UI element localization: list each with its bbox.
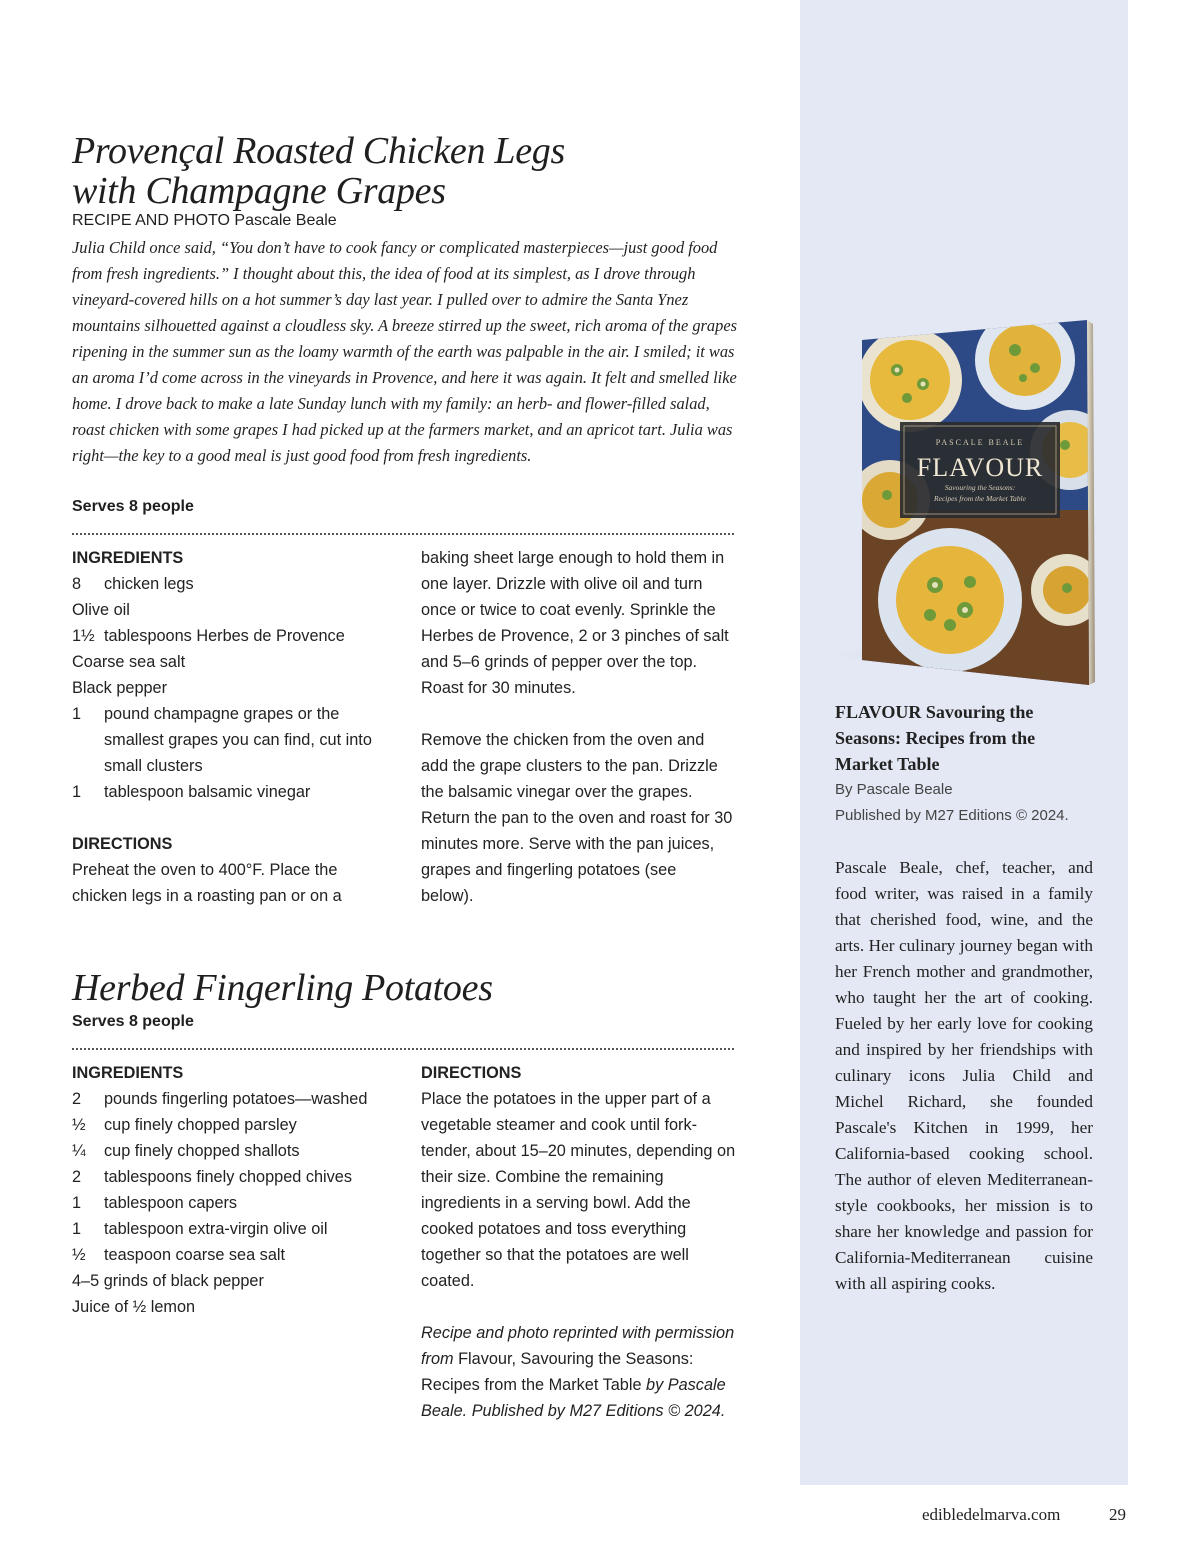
ingredient-item: tablespoons finely chopped chives <box>104 1168 353 1186</box>
book-author: By Pascale Beale <box>835 781 953 798</box>
ingredient-row <box>72 1190 402 1216</box>
ingredient-item: pound champagne grapes or the smallest grapes you can find, cut into small clusters <box>104 705 372 775</box>
recipe-title-line-1: Provençal Roasted Chicken Legs <box>72 130 565 172</box>
recipe-title: Herbed Fingerling Potatoes <box>72 967 493 1009</box>
ingredient-item: teaspoon coarse sea salt <box>104 1246 286 1264</box>
ingredient-qty: ½ <box>72 1246 86 1264</box>
serves-label: Serves 8 people <box>72 1013 194 1030</box>
directions-heading: DIRECTIONS <box>72 835 173 853</box>
ingredient-row <box>72 1138 402 1164</box>
ingredient-row <box>72 701 402 779</box>
ingredients-heading: INGREDIENTS <box>72 1064 184 1082</box>
book-title: FLAVOUR Savouring the Seasons: Recipes from the Market Table <box>835 702 1036 774</box>
ingredients-heading: INGREDIENTS <box>72 549 184 567</box>
permission-book-title: Flavour, Savouring the Seasons: Recipes from the Market Table <box>421 1350 694 1394</box>
ingredient-qty: 1½ <box>72 627 95 645</box>
ingredient-qty: 2 <box>72 1090 82 1108</box>
ingredient-row: 4–5 grinds of black pepper <box>72 1272 264 1290</box>
ingredient-row <box>72 1112 402 1138</box>
ingredient-row <box>72 1164 402 1190</box>
ingredient-item: tablespoon balsamic vinegar <box>104 783 311 801</box>
recipe-intro: Julia Child once said, “You don’t have to cook fancy or complicated masterpieces—just good food from fresh ingredients.” I thought about this, the idea of food at its simplest, as I drove through vineyard-covered hills on a hot summer’s day last year. I pulled over to admire the Santa Ynez mountains silhouetted against a cloudless sky. A breeze stirred up the sweet, rich aroma of the grapes ripening in the summer sun as the loamy warmth of the earth was palpable in the air. I smiled; it was an aroma I’d come across in the vineyards in Provence, and here it was again. It felt and smelled like home. I drove back to make a late Sunday lunch with my family: an herb- and flower-filled salad, roast chicken with some grapes I had picked up at the farmers market, and an apricot tart. Julia was right—the key to a good meal is just good food from fresh ingredients. <box>72 238 737 465</box>
permission-note <box>421 1320 741 1424</box>
ingredient-row <box>72 779 402 805</box>
serves-label: Serves 8 people <box>72 498 194 515</box>
book-publisher: Published by M27 Editions © 2024. <box>835 807 1069 824</box>
recipe2-left-column <box>72 1060 402 1320</box>
ingredient-item: tablespoons Herbes de Provence <box>104 627 345 645</box>
ingredient-qty: ½ <box>72 1116 86 1134</box>
dotted-divider <box>72 1048 734 1050</box>
author-bio: Pascale Beale, chef, teacher, and food writer, was raised in a family that cherished food, wine, and the arts. Her culinary journey began with her French mother and grandmother, who taught her the art of cooking. Fueled by her early love for cooking and inspired by her friendships with culinary icons Julia Child and Michel Richard, she founded Pascale's Kitchen in 1999, her California-based cooking school. The author of eleven Mediterranean-style cookbooks, her mission is to share her knowledge and passion for California-Mediterranean cuisine with all aspiring cooks. <box>835 858 1093 1293</box>
permission-text: by Pascale Beale. Published by M27 Editions © 2024. <box>421 1376 726 1420</box>
directions-text: Remove the chicken from the oven and add the grape clusters to the pan. Drizzle the balsamic vinegar over the grapes. Return the pan to the oven and roast for 30 minutes more. Serve with the pan juices, grapes and fingerling potatoes (see below). <box>421 731 733 905</box>
ingredient-qty: 1 <box>72 705 82 723</box>
recipe-title-line-2: with Champagne Grapes <box>72 170 446 212</box>
ingredient-item: chicken legs <box>104 575 194 593</box>
recipe-credit: RECIPE AND PHOTO Pascale Beale <box>72 212 337 229</box>
ingredient-item: pounds fingerling potatoes—washed <box>104 1090 368 1108</box>
directions-heading: DIRECTIONS <box>421 1064 522 1082</box>
ingredient-qty: ¼ <box>72 1142 86 1160</box>
ingredient-row: Coarse sea salt <box>72 653 186 671</box>
page-number: 29 <box>1109 1505 1126 1524</box>
recipe2-right-column <box>421 1060 741 1424</box>
ingredient-item: cup finely chopped parsley <box>104 1116 297 1134</box>
directions-text: Place the potatoes in the upper part of a vegetable steamer and cook until fork-tender, about 15–20 minutes, depending on their size. Combine the remaining ingredients in a serving bowl. Add the cooked potatoes and toss everything together so that the potatoes are well coated. <box>421 1090 736 1290</box>
ingredient-row: Olive oil <box>72 601 130 619</box>
ingredient-item: tablespoon capers <box>104 1194 238 1212</box>
ingredient-row <box>72 1216 402 1242</box>
recipe-title <box>72 131 772 211</box>
ingredient-row <box>72 1086 402 1112</box>
ingredient-qty: 1 <box>72 1220 82 1238</box>
ingredient-item: cup finely chopped shallots <box>104 1142 300 1160</box>
ingredient-qty: 1 <box>72 1194 82 1212</box>
cover-subtitle-1: Savouring the Seasons: <box>944 483 1016 492</box>
cover-subtitle-2: Recipes from the Market Table <box>934 494 1026 503</box>
ingredient-qty: 2 <box>72 1168 82 1186</box>
ingredient-qty: 8 <box>72 575 82 593</box>
cover-title: FLAVOUR <box>916 453 1044 482</box>
directions-text: baking sheet large enough to hold them in one layer. Drizzle with olive oil and turn once or twice to coat evenly. Sprinkle the Herbes de Provence, 2 or 3 pinches of salt and 5–6 grinds of pepper over the top. Roast for 30 minutes. <box>421 549 729 697</box>
ingredient-row <box>72 1242 402 1268</box>
ingredient-row: Juice of ½ lemon <box>72 1298 196 1316</box>
cover-author: PASCALE BEALE <box>935 438 1025 447</box>
ingredient-item: tablespoon extra-virgin olive oil <box>104 1220 328 1238</box>
dotted-divider <box>72 533 734 535</box>
ingredient-row <box>72 571 402 597</box>
permission-text: Recipe and photo reprinted with permission from <box>421 1324 735 1368</box>
directions-text: Preheat the oven to 400°F. Place the chicken legs in a roasting pan or on a <box>72 861 342 905</box>
footer-website: edibledelmarva.com <box>922 1505 1061 1524</box>
ingredient-qty: 1 <box>72 783 82 801</box>
recipe1-right-column <box>421 545 741 909</box>
recipe1-left-column <box>72 545 402 909</box>
ingredient-row <box>72 623 402 649</box>
ingredient-row: Black pepper <box>72 679 168 697</box>
book-cover-image <box>835 320 1095 685</box>
